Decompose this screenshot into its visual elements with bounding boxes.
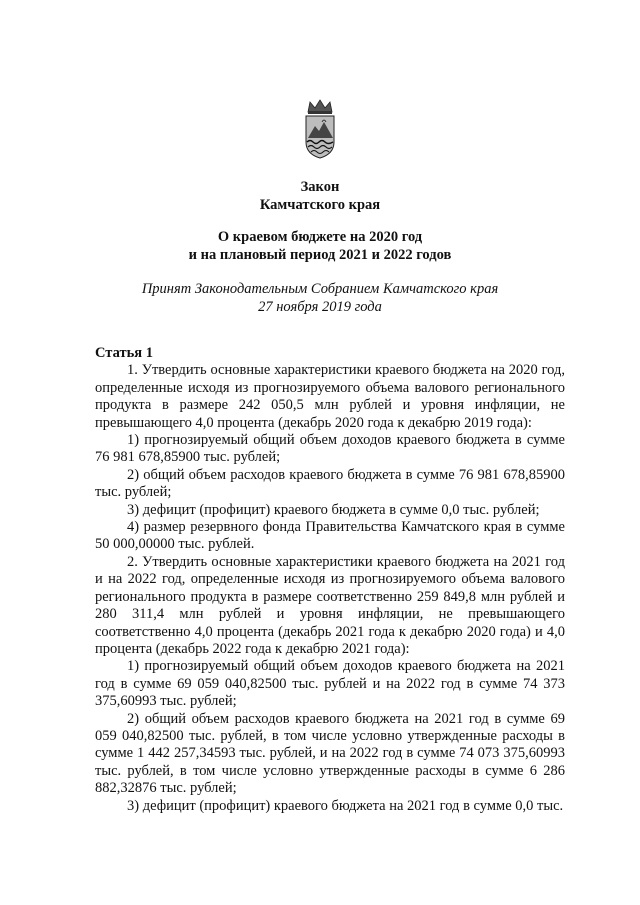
law-subject xyxy=(0,228,640,264)
paragraph-2-1: 1) прогнозируемый общий объем доходов краевого бюджета на 2021 год в сумме 69 059 040,82500 тыс. рублей и на 2022 год в сумме 74 373 375,60993 тыс. рублей; xyxy=(95,658,565,710)
subject-line-1: О краевом бюджете на 2020 год xyxy=(217,229,423,245)
kamchatka-coat-of-arms-icon xyxy=(300,98,340,160)
paragraph-1-2: 2) общий объем расходов краевого бюджета в сумме 76 981 678,85900 тыс. рублей; xyxy=(95,466,565,501)
adopted-line-1: Принят Законодательным Собранием Камчатского края xyxy=(141,281,499,297)
paragraph-1-1: 1) прогнозируемый общий объем доходов краевого бюджета в сумме 76 981 678,85900 тыс. рублей; xyxy=(95,432,565,466)
subject-line-2: и на плановый период 2021 и 2022 годов xyxy=(188,247,452,263)
title-line-2: Камчатского края xyxy=(259,197,381,213)
paragraph-2-3: 3) дефицит (профицит) краевого бюджета на 2021 год в сумме 0,0 тыс. xyxy=(127,797,564,814)
adopted-line-2: 27 ноября 2019 года xyxy=(258,299,382,315)
adoption-note xyxy=(0,280,640,316)
article-heading: Статья 1 xyxy=(95,345,153,361)
paragraph-2-2: 2) общий объем расходов краевого бюджета на 2021 год в сумме 69 059 040,82500 тыс. рублей, в том числе условно утвержденные расходы в сумме 1 442 257,34593 тыс. рублей, и на 2022 год в сумме 74 073 375,60993 тыс. рублей, в том числе условно утвержденные расходы в сумме 6 286 882,32876 тыс. рублей; xyxy=(95,710,565,797)
paragraph-1-4: 4) размер резервного фонда Правительства Камчатского края в сумме 50 000,00000 тыс. рублей. xyxy=(95,519,565,553)
article-body xyxy=(95,345,565,815)
paragraph-1-3: 3) дефицит (профицит) краевого бюджета в сумме 0,0 тыс. рублей; xyxy=(127,501,540,518)
paragraph-2: 2. Утвердить основные характеристики краевого бюджета на 2021 год и на 2022 год, определенные исходя из прогнозируемого объема валового регионального продукта в размере соответственно 259 849,8 млн рублей и 280 311,4 млн рублей и уровня инфляции, не превышающего соответственно 4,0 процента (декабрь 2021 года к декабрю 2020 года) и 4,0 процента (декабрь 2022 года к декабрю 2021 года): xyxy=(95,553,565,657)
paragraph-1: 1. Утвердить основные характеристики краевого бюджета на 2020 год, определенные исходя из прогнозируемого объема валового регионального продукта в размере 242 050,5 млн рублей и уровня инфляции, не превышающего 4,0 процента (декабрь 2020 года к декабрю 2019 года): xyxy=(95,362,565,431)
law-title xyxy=(0,178,640,214)
title-line-1: Закон xyxy=(300,179,340,195)
